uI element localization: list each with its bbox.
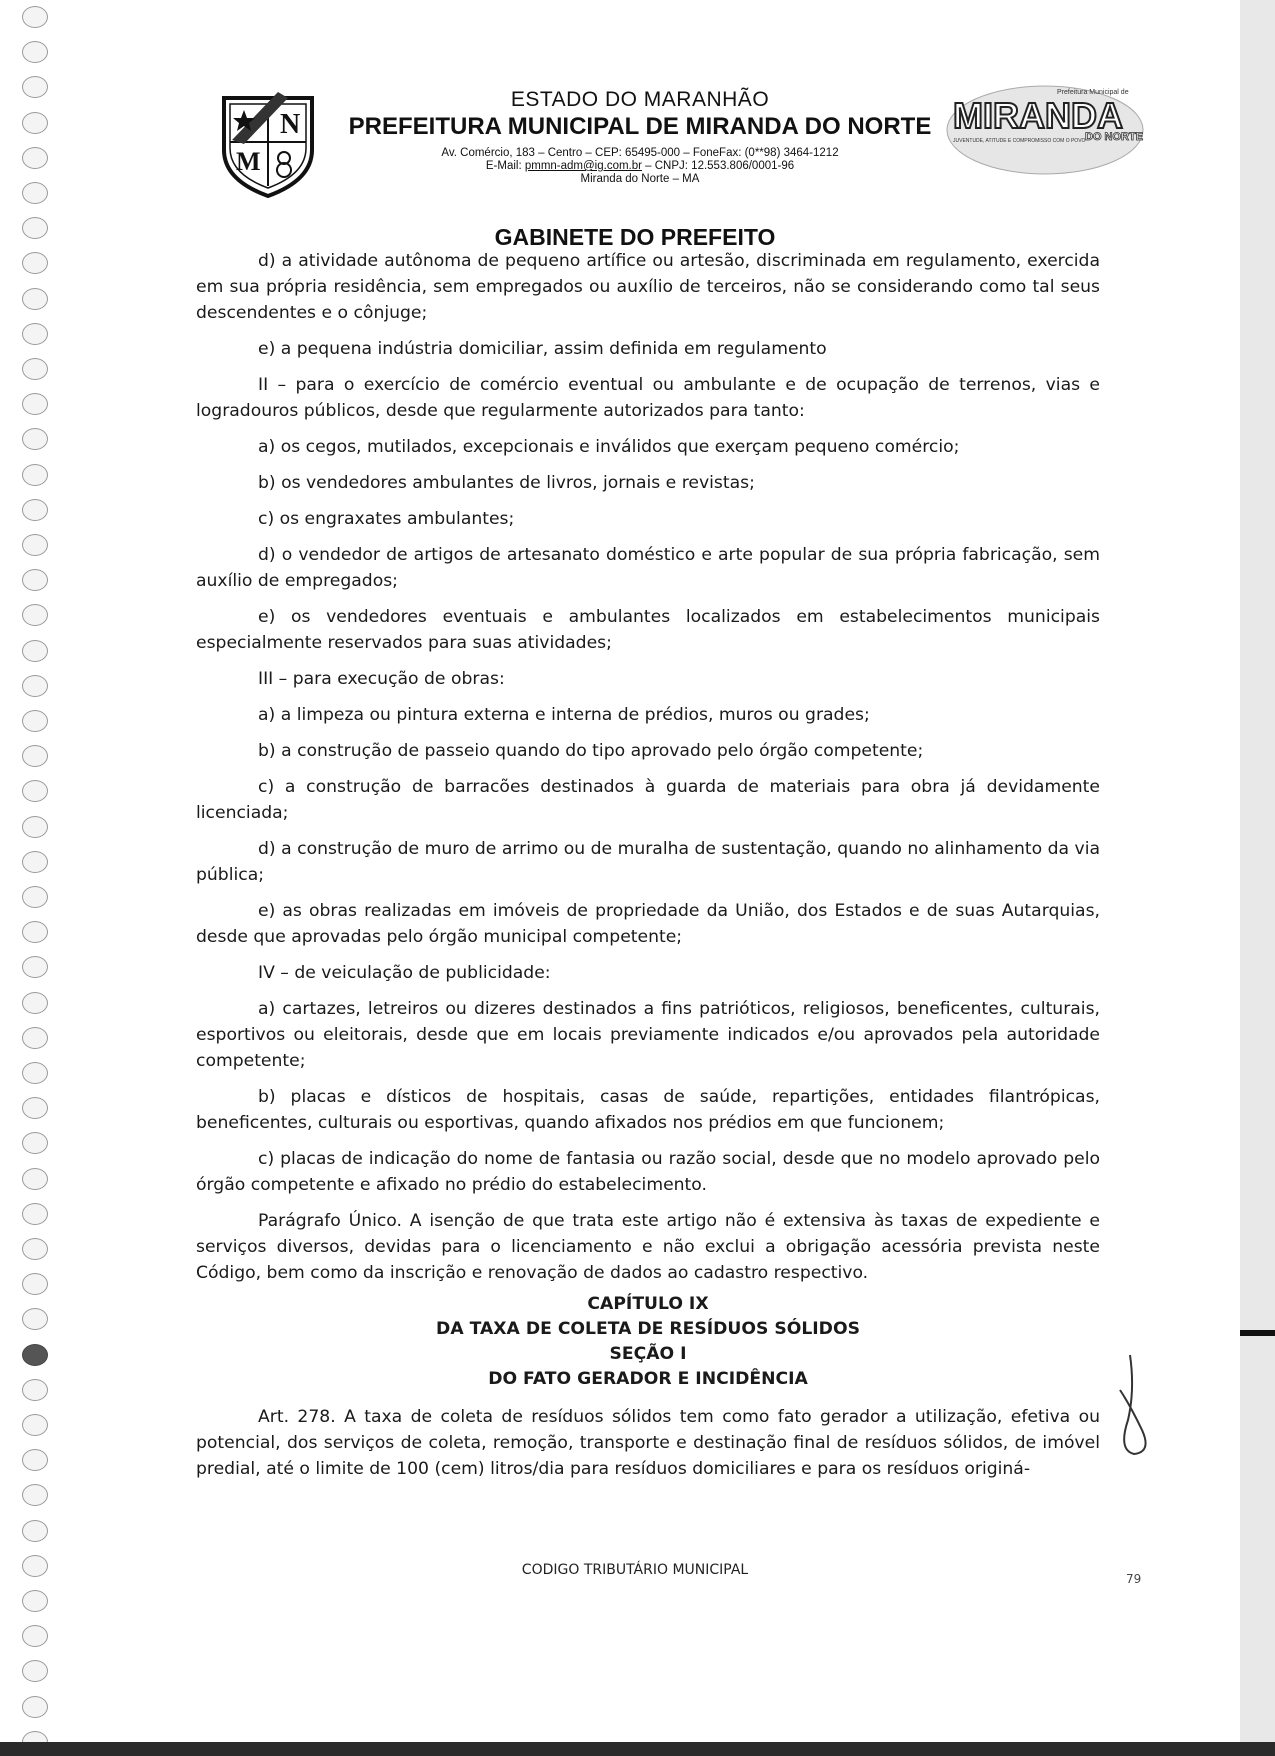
binder-hole bbox=[22, 1097, 48, 1119]
page-footer: CODIGO TRIBUTÁRIO MUNICIPAL bbox=[521, 1562, 749, 1578]
email-link[interactable]: pmmn-adm@ig.com.br bbox=[524, 160, 642, 172]
cnpj-text: – CNPJ: 12.553.806/0001-96 bbox=[641, 160, 795, 172]
paragraph: a) os cegos, mutilados, excepcionais e inválidos que exerçam pequeno comércio; bbox=[258, 437, 960, 457]
handwritten-mark bbox=[1100, 1350, 1170, 1460]
binder-hole bbox=[22, 992, 48, 1014]
binder-hole bbox=[22, 816, 48, 838]
binder-hole bbox=[22, 745, 48, 767]
binder-hole bbox=[22, 1203, 48, 1225]
page-number: 79 bbox=[1126, 1572, 1142, 1586]
binder-hole bbox=[22, 534, 48, 556]
contact-line bbox=[340, 160, 940, 172]
scan-edge-right bbox=[1240, 0, 1275, 1742]
paragraph: c) os engraxates ambulantes; bbox=[258, 509, 515, 529]
binder-hole bbox=[22, 1027, 48, 1049]
binder-hole bbox=[22, 604, 48, 626]
paragraph: c) a construção de barracões destinados à guarda de materiais para obra já devidamente licenciada; bbox=[196, 777, 1100, 823]
binder-hole bbox=[22, 1414, 48, 1436]
paragraph: e) os vendedores eventuais e ambulantes localizados em estabelecimentos municipais especialmente reservados para suas atividades; bbox=[196, 607, 1100, 653]
binder-hole bbox=[22, 6, 48, 28]
letterhead bbox=[340, 88, 940, 185]
chapter-number: CAPÍTULO IX bbox=[587, 1294, 709, 1314]
paragraph: b) a construção de passeio quando do tipo aprovado pelo órgão competente; bbox=[258, 741, 924, 761]
binder-hole bbox=[22, 182, 48, 204]
binder-holes bbox=[22, 6, 56, 1736]
binder-hole bbox=[22, 1273, 48, 1295]
binder-hole bbox=[22, 1379, 48, 1401]
paragraph: II – para o exercício de comércio eventual ou ambulante e de ocupação de terrenos, vias e logradouros públicos, desde que regularmente autorizados para tanto: bbox=[196, 375, 1100, 421]
paragraph: Parágrafo Único. A isenção de que trata este artigo não é extensiva às taxas de expediente e serviços diversos, devidas para o licenciamento e não exclui a obrigação acessória prevista neste Código, bem como da inscrição e renovação de dados ao cadastro respectivo. bbox=[196, 1211, 1100, 1283]
binder-hole bbox=[22, 393, 48, 415]
paragraph: III – para execução de obras: bbox=[258, 669, 505, 689]
crest-letter-n: N bbox=[280, 109, 301, 140]
binder-hole bbox=[22, 675, 48, 697]
binder-hole bbox=[22, 41, 48, 63]
scan-edge-bottom bbox=[0, 1742, 1275, 1756]
binder-hole bbox=[22, 1062, 48, 1084]
binder-hole bbox=[22, 886, 48, 908]
binder-hole bbox=[22, 1132, 48, 1154]
binder-hole bbox=[22, 921, 48, 943]
paragraph: b) placas e dísticos de hospitais, casas de saúde, repartições, entidades filantrópicas, beneficentes, culturais ou esportivas, quando afixados nos prédios em que funcionem; bbox=[196, 1087, 1100, 1133]
address-line: Av. Comércio, 183 – Centro – CEP: 65495-000 – FoneFax: (0**98) 3464-1212 bbox=[441, 147, 839, 159]
paragraph: d) a construção de muro de arrimo ou de muralha de sustentação, quando no alinhamento da via pública; bbox=[196, 839, 1100, 885]
binder-hole bbox=[22, 710, 48, 732]
state-name: ESTADO DO MARANHÃO bbox=[510, 88, 770, 111]
document-body bbox=[196, 248, 1100, 1492]
miranda-do-norte-logo bbox=[945, 80, 1145, 180]
prefeitura-name: PREFEITURA MUNICIPAL DE MIRANDA DO NORTE bbox=[348, 113, 932, 140]
paragraph: a) a limpeza ou pintura externa e interna de prédios, muros ou grades; bbox=[258, 705, 870, 725]
binder-hole bbox=[22, 1625, 48, 1647]
binder-hole bbox=[22, 1238, 48, 1260]
municipal-crest-logo bbox=[218, 80, 318, 200]
logo-main-text: MIRANDA bbox=[953, 95, 1123, 136]
article-paragraph: Art. 278. A taxa de coleta de resíduos sólidos tem como fato gerador a utilização, efetiva ou potencial, dos serviços de coleta, remoção, transporte e destinação final de resíduos sólidos, de imóvel predial, até o limite de 100 (cem) litros/dia para resíduos domiciliares e para os resíduos originá- bbox=[196, 1407, 1100, 1479]
binder-hole bbox=[22, 464, 48, 486]
paragraph: d) o vendedor de artigos de artesanato doméstico e arte popular de sua própria fabricação, sem auxílio de empregados; bbox=[196, 545, 1100, 591]
binder-hole bbox=[22, 1168, 48, 1190]
paragraph: e) a pequena indústria domiciliar, assim definida em regulamento bbox=[258, 339, 827, 359]
binder-hole bbox=[22, 428, 48, 450]
binder-hole bbox=[22, 1520, 48, 1542]
binder-hole bbox=[22, 1696, 48, 1718]
binder-hole bbox=[22, 1308, 48, 1330]
binder-hole bbox=[22, 288, 48, 310]
binder-hole bbox=[22, 147, 48, 169]
chapter-heading bbox=[196, 1292, 1100, 1392]
binder-hole bbox=[22, 323, 48, 345]
city-line: Miranda do Norte – MA bbox=[580, 173, 700, 185]
binder-hole bbox=[22, 252, 48, 274]
email-label: E-Mail: bbox=[485, 160, 525, 172]
logo-top-text: Prefeitura Municipal de bbox=[1057, 89, 1129, 96]
binder-hole bbox=[22, 76, 48, 98]
paragraph: a) cartazes, letreiros ou dizeres destinados a fins patrióticos, religiosos, beneficentes, culturais, esportivos ou eleitorais, desde que em locais previamente indicados e/ou aprovados pela autoridade competente; bbox=[196, 999, 1100, 1071]
logo-sub-text: DO NORTE bbox=[1085, 131, 1144, 143]
logo-slogan: JUVENTUDE, ATITUDE E COMPROMISSO COM O POVO bbox=[953, 138, 1086, 144]
section-number: SEÇÃO I bbox=[609, 1344, 687, 1364]
binder-hole bbox=[22, 1484, 48, 1506]
office-title: GABINETE DO PREFEITO bbox=[494, 224, 776, 250]
binder-hole bbox=[22, 1731, 48, 1742]
paragraph: d) a atividade autônoma de pequeno artífice ou artesão, discriminada em regulamento, exercida em sua própria residência, sem empregados ou auxílio de terceiros, não se considerando como tal seus descendentes e o cônjuge; bbox=[196, 251, 1100, 323]
binder-hole bbox=[22, 1590, 48, 1612]
crest-letter-m: M bbox=[236, 147, 261, 176]
binder-hole bbox=[22, 112, 48, 134]
binder-hole bbox=[22, 1449, 48, 1471]
binder-hole bbox=[22, 1344, 48, 1366]
binder-hole bbox=[22, 851, 48, 873]
chapter-title: DA TAXA DE COLETA DE RESÍDUOS SÓLIDOS bbox=[436, 1319, 860, 1339]
paragraph: e) as obras realizadas em imóveis de propriedade da União, dos Estados e de suas Autarquias, desde que aprovadas pelo órgão municipal competente; bbox=[196, 901, 1100, 947]
binder-hole bbox=[22, 640, 48, 662]
paragraph: IV – de veiculação de publicidade: bbox=[258, 963, 551, 983]
paragraph: c) placas de indicação do nome de fantasia ou razão social, desde que no modelo aprovado pelo órgão competente e afixado no prédio do estabelecimento. bbox=[196, 1149, 1100, 1195]
binder-hole bbox=[22, 780, 48, 802]
binder-hole bbox=[22, 499, 48, 521]
binder-hole bbox=[22, 1660, 48, 1682]
binder-hole bbox=[22, 569, 48, 591]
binder-hole bbox=[22, 956, 48, 978]
binder-hole bbox=[22, 358, 48, 380]
section-title: DO FATO GERADOR E INCIDÊNCIA bbox=[488, 1369, 808, 1389]
paragraph: b) os vendedores ambulantes de livros, jornais e revistas; bbox=[258, 473, 755, 493]
